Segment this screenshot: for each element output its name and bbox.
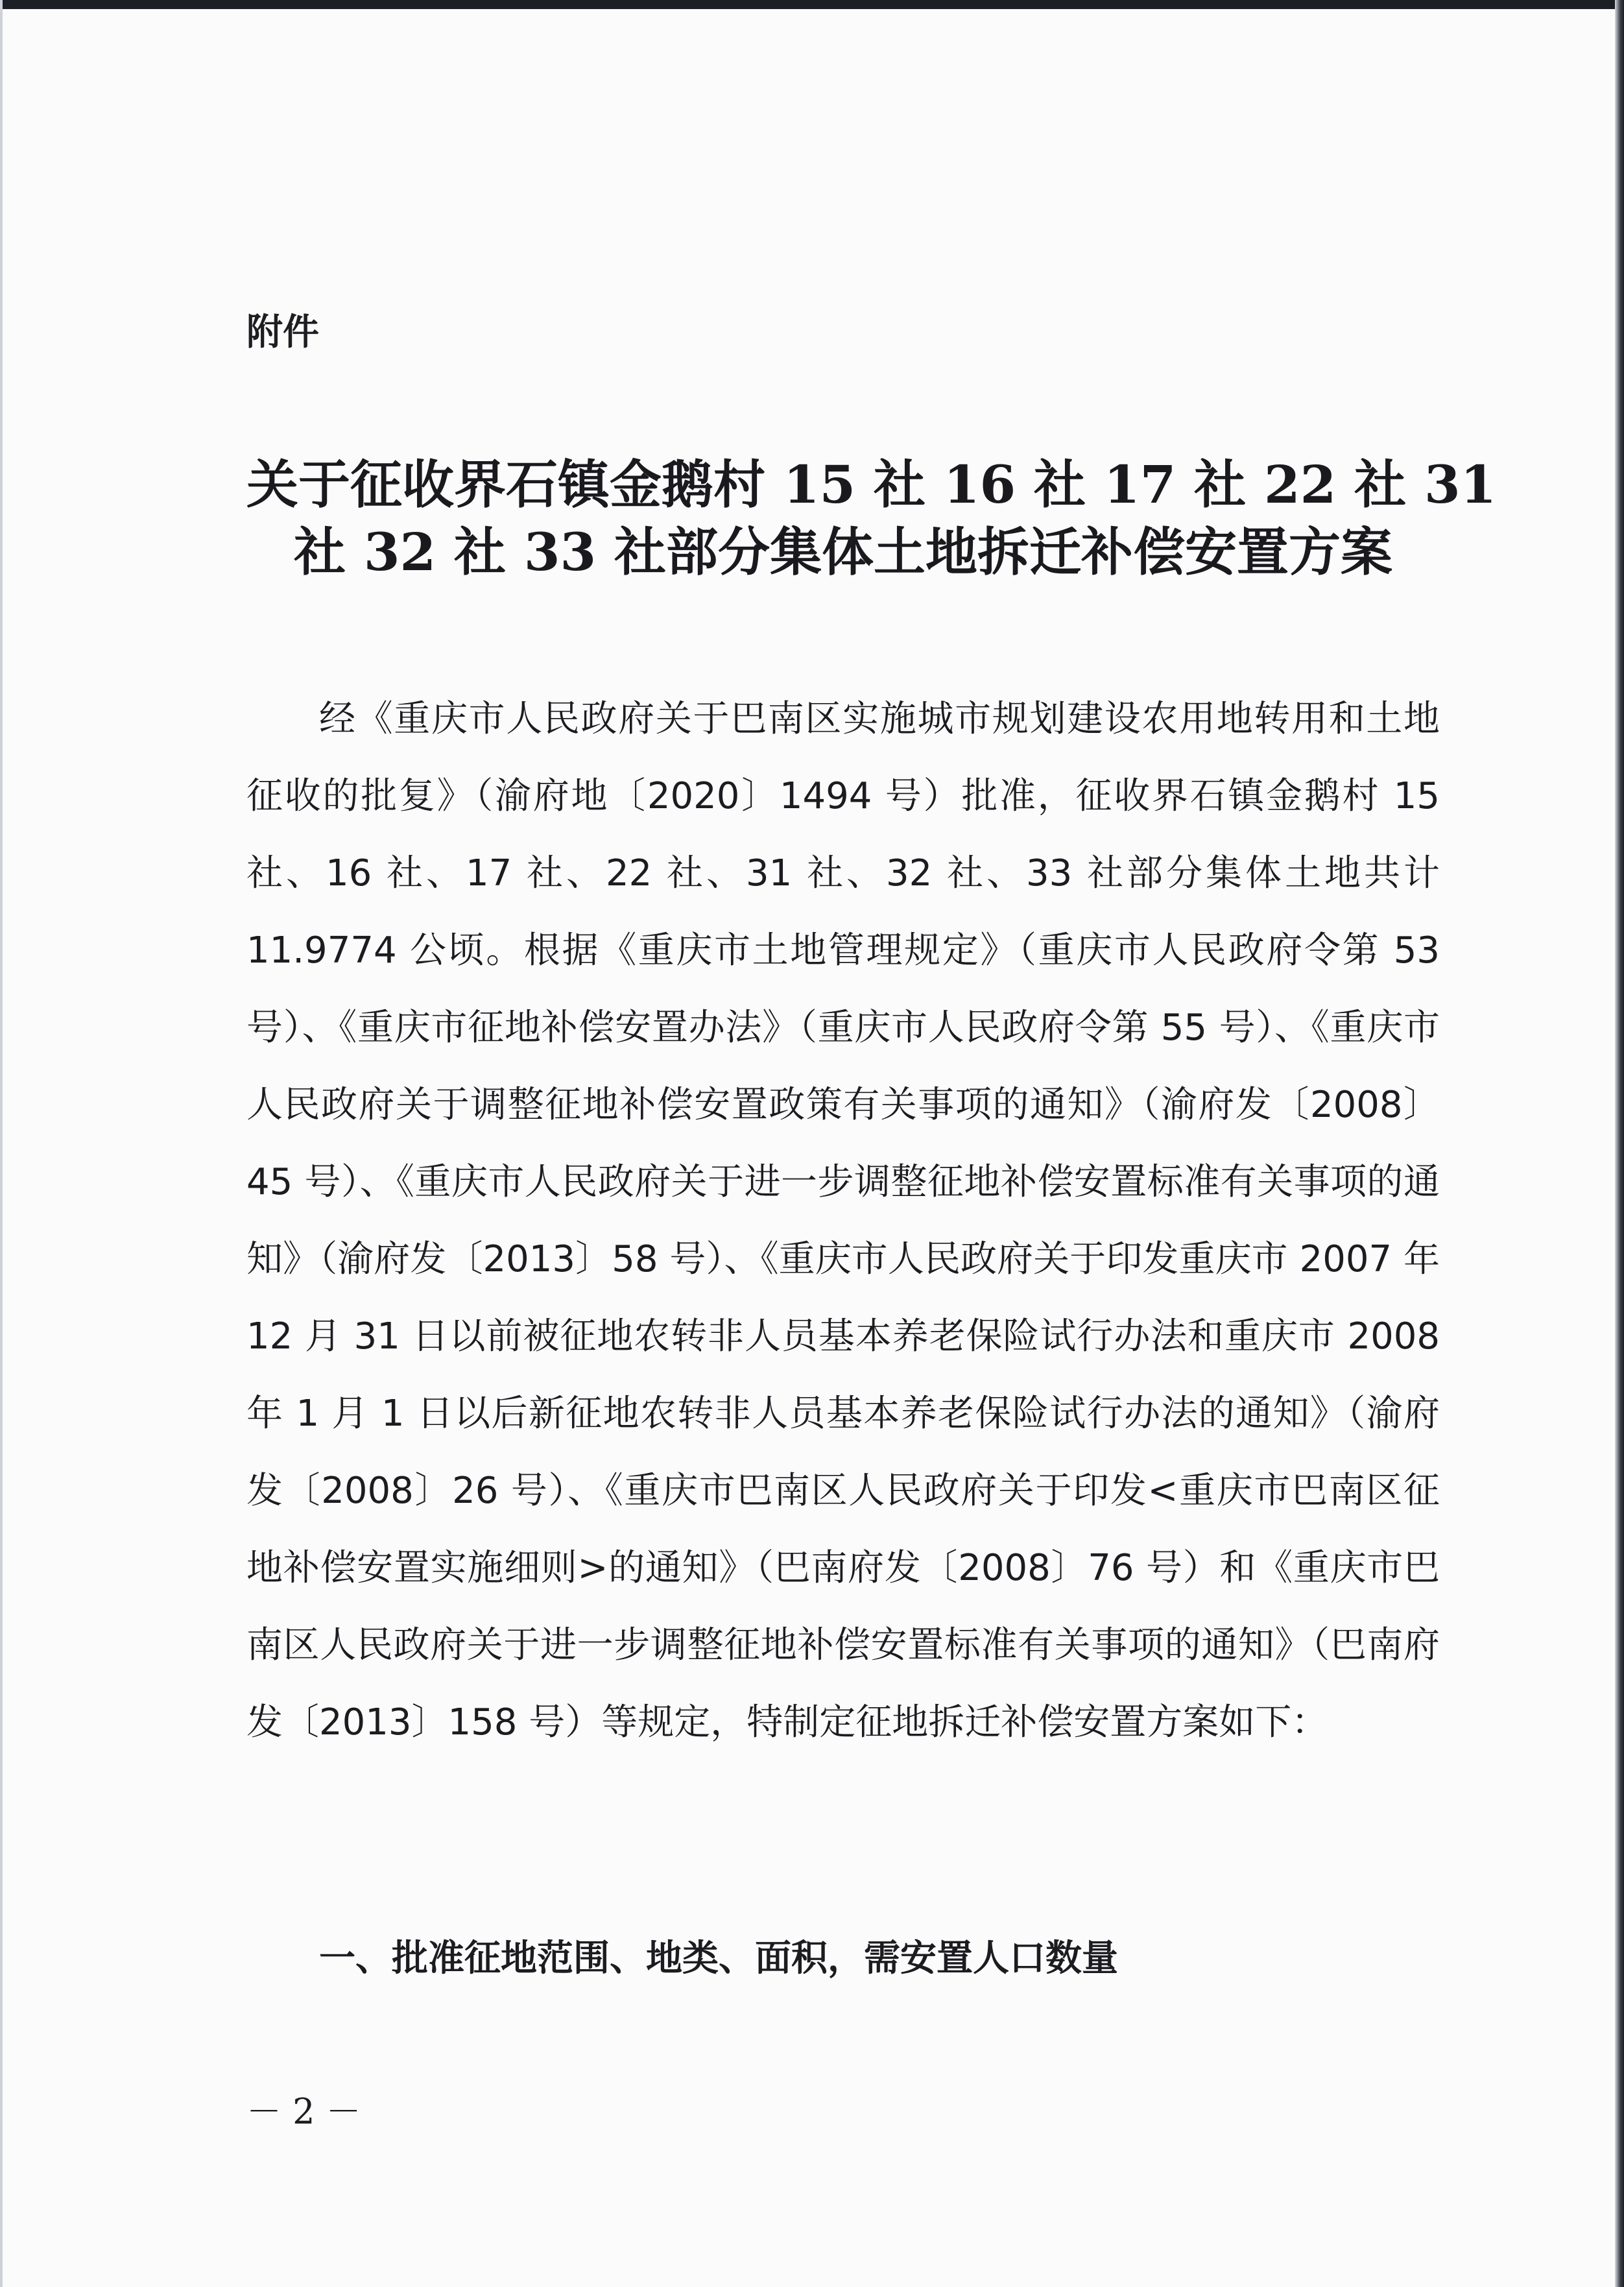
scan-border-left [0, 0, 3, 2287]
attachment-label: 附件 [246, 311, 319, 353]
scan-border-right [1615, 0, 1624, 2287]
page-number: － 2 － [246, 2091, 361, 2132]
document-title [246, 451, 1497, 586]
title-line-1: 关于征收界石镇金鹅村 15 社 16 社 17 社 22 社 31 [246, 454, 1497, 515]
title-line-2: 社 32 社 33 社部分集体土地拆迁补偿安置方案 [293, 521, 1393, 582]
scan-border-top [0, 0, 1624, 9]
section-heading: 一、批准征地范围、地类、面积，需安置人口数量 [319, 1937, 1118, 1980]
body-paragraph: 经《重庆市人民政府关于巴南区实施城市规划建设农用地转用和土地征收的批复》（渝府地〔2020〕1494 号）批准，征收界石镇金鹅村 15 社、16 社、17 社、22 社、31 社、32 社、33 社部分集体土地共计 11.9774 公顷。根据《重庆市土地管理规定》（重庆市人民政府令第 53 号）、《重庆市征地补偿安置办法》（重庆市人民政府令第 55 号）、《重庆市人民政府关于调整征地补偿安置政策有关事项的通知》（渝府发〔2008〕45 号）、《重庆市人民政府关于进一步调整征地补偿安置标准有关事项的通知》（渝府发〔2013〕58 号）、《重庆市人民政府关于印发重庆市 2007 年 12 月 31 日以前被征地农转非人员基本养老保险试行办法和重庆市 2008 年 1 月 1 日以后新征地农转非人员基本养老保险试行办法的通知》（渝府发〔2008〕26 号）、《重庆市巴南区人民政府关于印发<重庆市巴南区征地补偿安置实施细则>的通知》（巴南府发〔2008〕76 号）和《重庆市巴南区人民政府关于进一步调整征地补偿安置标准有关事项的通知》（巴南府发〔2013〕158 号）等规定，特制定征地拆迁补偿安置方案如下： [246, 698, 1440, 1743]
